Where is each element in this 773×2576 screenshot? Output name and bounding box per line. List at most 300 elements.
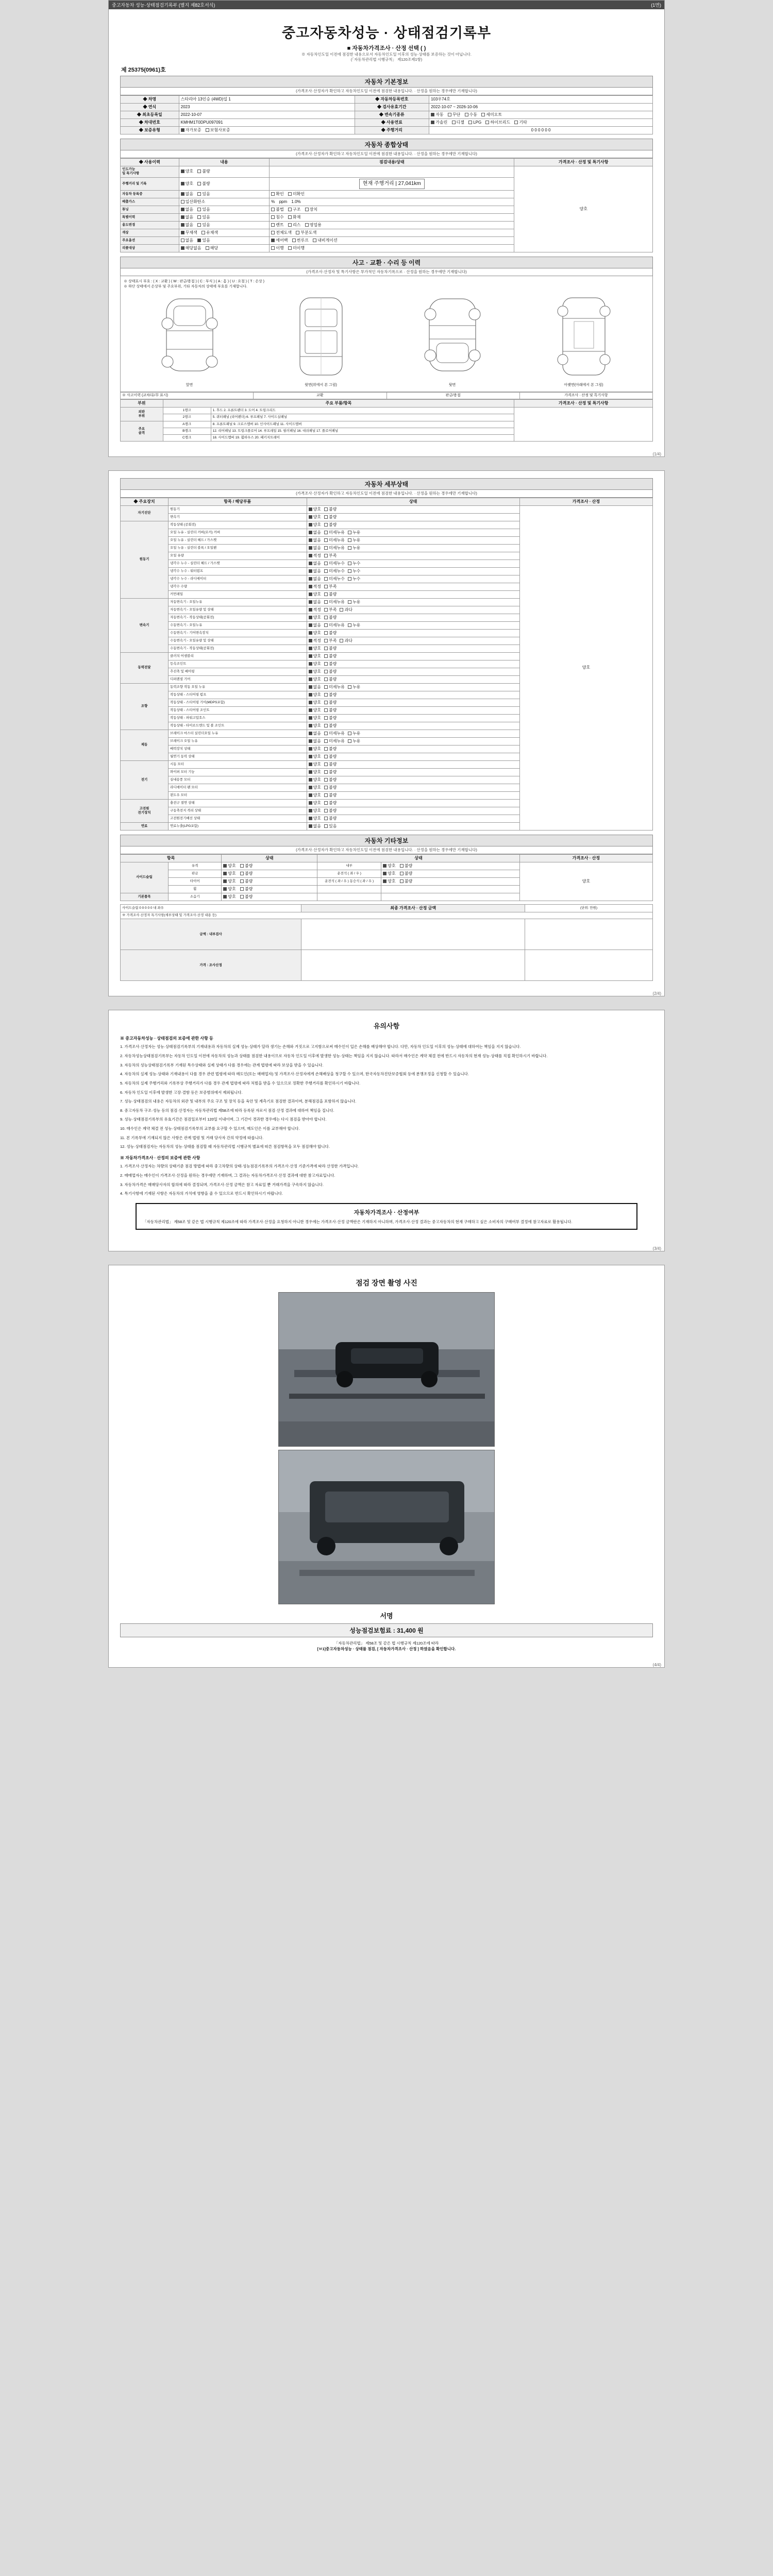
checkbox-first[interactable]: 없음 <box>309 561 321 566</box>
checkbox-first[interactable]: 양호 <box>309 801 321 806</box>
checkbox-sunroof[interactable]: 썬루프 <box>292 238 309 243</box>
row-options-usage-change[interactable] <box>179 222 270 229</box>
checkbox-opt2[interactable]: 누수 <box>348 577 360 582</box>
detail-item-options[interactable] <box>307 815 519 822</box>
checkbox-not-completed[interactable]: 미이행 <box>288 246 305 251</box>
checkbox-first[interactable]: 양호 <box>309 507 321 512</box>
detail-item-label: 와이퍼 모터 기능 <box>168 768 307 776</box>
detail-item-options[interactable] <box>307 730 519 737</box>
car-diagram-top[interactable] <box>282 294 360 387</box>
checkbox-commercial[interactable]: 영업용 <box>305 223 322 228</box>
detail-item-label: 냉각수 누수 - 실린더 헤드 / 가스켓 <box>168 560 307 567</box>
checkbox-first[interactable]: 없음 <box>309 577 321 582</box>
detail-item-label: 자동변속기 - 작동상태(공회전) <box>168 614 307 621</box>
detail-item-label: 원동기 <box>168 505 307 513</box>
detail-item-label: 시동 모터 <box>168 760 307 768</box>
checkbox-first[interactable]: 양호 <box>309 615 321 620</box>
detail-item-options[interactable] <box>307 768 519 776</box>
checkbox-first[interactable]: 적정 <box>309 553 321 558</box>
basic-info-table <box>120 95 653 134</box>
checkbox-sub-a[interactable]: 확인 <box>271 192 283 197</box>
row-options-color[interactable] <box>179 229 270 237</box>
checkbox-first[interactable]: 양호 <box>309 793 321 798</box>
checkbox-opt1[interactable]: 불량 <box>324 515 337 520</box>
checkbox-opt1[interactable]: 미세누유 <box>324 739 345 744</box>
detail-item-options[interactable] <box>307 614 519 621</box>
checkbox-good[interactable]: 양호 <box>383 879 395 884</box>
group-label-2: 원동기 <box>121 521 169 598</box>
notice-item: 9. 성능·상태점검기록부의 유효기간은 점검일로부터 120일 이내이며, 그 기간이 경과한 경우에는 다시 점검을 받아야 합니다. <box>120 1117 327 1122</box>
checkbox-transmission-manual[interactable]: 수동 <box>465 112 477 117</box>
checkbox-achromatic[interactable]: 무채색 <box>181 230 197 235</box>
checkbox-opt1[interactable]: 미세누유 <box>324 538 345 543</box>
detail-item-options[interactable] <box>307 637 519 645</box>
field-value-mileage-digits[interactable]: 0 0 0 0 0 0 <box>429 127 653 134</box>
checkbox-opt1[interactable]: 부족 <box>324 584 337 589</box>
checkbox-good[interactable]: 양호 <box>223 871 236 876</box>
row-options-recall[interactable] <box>179 245 270 252</box>
checkbox-first[interactable]: 양호 <box>309 692 321 698</box>
checkbox-bad[interactable]: 불량 <box>240 879 253 884</box>
row-detail-recall[interactable] <box>270 245 514 252</box>
checkbox-first[interactable]: 양호 <box>309 515 321 520</box>
checkbox-first[interactable]: 양호 <box>309 770 321 775</box>
field-value-first-reg[interactable]: 2022-10-07 <box>179 111 355 119</box>
checkbox-warranty-self[interactable]: 자가보증 <box>181 128 201 133</box>
section-title-others: 자동차 기타정보 <box>120 835 653 846</box>
detail-item-label: 변속기 <box>168 513 307 521</box>
detail-item-options[interactable] <box>307 575 519 583</box>
checkbox-transmission-cvt[interactable]: 무단 <box>448 112 460 117</box>
row-detail-special[interactable] <box>270 214 514 222</box>
checkbox-first[interactable]: 없음 <box>309 824 321 829</box>
checkbox-first[interactable]: 양호 <box>309 777 321 783</box>
checkbox-good[interactable]: 양호 <box>181 181 193 187</box>
inspection-photo-underbody[interactable] <box>278 1450 495 1604</box>
checkbox-not-applicable[interactable]: 해당없음 <box>181 246 201 251</box>
checkbox-opt2[interactable]: 누유 <box>348 623 360 628</box>
checkbox-first[interactable]: 양호 <box>309 708 321 713</box>
checkbox-opt1[interactable]: 불량 <box>324 716 337 721</box>
checkbox-opt2[interactable]: 과다 <box>340 638 352 643</box>
legend-weld[interactable]: 판금/용접 <box>386 392 519 399</box>
rank-items-2[interactable]: 5. 쿼터패널 (리어펜더) 6. 루프패널 7. 사이드실패널 <box>211 414 514 421</box>
checkbox-first[interactable]: 양호 <box>309 646 321 651</box>
checkbox-opt2[interactable]: 누유 <box>348 600 360 605</box>
checkbox-transmission-semiauto[interactable]: 세미오토 <box>481 112 502 117</box>
detail-item-options[interactable] <box>307 683 519 691</box>
checkbox-first[interactable]: 양호 <box>309 677 321 682</box>
item-state-sheetmetal[interactable] <box>222 870 317 877</box>
checkbox-flood[interactable]: 침수 <box>271 215 283 220</box>
checkbox-fuel-lpg[interactable]: LPG <box>468 120 481 125</box>
item-state-muffler[interactable] <box>222 893 317 901</box>
checkbox-none[interactable]: 없음 <box>181 238 193 243</box>
checkbox-opt1[interactable]: 불량 <box>324 747 337 752</box>
car-diagram-bottom[interactable] <box>545 294 623 387</box>
checkbox-none[interactable]: 없음 <box>181 223 193 228</box>
field-value-carname[interactable]: 스타리아 13인승 (4WD)일 1 <box>179 96 355 104</box>
checkbox-exists[interactable]: 있음 <box>197 192 210 197</box>
row-detail-tuning[interactable] <box>270 206 514 214</box>
checkbox-first[interactable]: 양호 <box>309 654 321 659</box>
checkbox-first[interactable]: 없음 <box>309 731 321 736</box>
item-state-tire[interactable] <box>222 877 317 885</box>
detail-item-options[interactable] <box>307 714 519 722</box>
checkbox-opt2[interactable]: 누유 <box>348 685 360 690</box>
detail-item-options[interactable] <box>307 645 519 652</box>
checkbox-good[interactable]: 양호 <box>383 863 395 869</box>
row-options-main-options[interactable] <box>179 237 270 245</box>
checkbox-opt2[interactable]: 누유 <box>348 731 360 736</box>
checkbox-full-repaint[interactable]: 전체도색 <box>271 230 292 235</box>
detail-item-label: 자동변속기 - 오일유량 및 상태 <box>168 606 307 614</box>
detail-item-options[interactable] <box>307 660 519 668</box>
detail-note-cell[interactable]: 양호 <box>519 505 652 830</box>
checkbox-opt1[interactable]: 미세누수 <box>324 561 345 566</box>
checkbox-device[interactable]: 장치 <box>305 207 317 212</box>
row-detail-main-options[interactable] <box>270 237 514 245</box>
detail-item-options[interactable] <box>307 513 519 521</box>
checkbox-opt1[interactable]: 불량 <box>324 785 337 790</box>
checkbox-first[interactable]: 적정 <box>309 607 321 613</box>
checkbox-bad[interactable]: 불량 <box>400 871 412 876</box>
checkbox-opt1[interactable]: 불량 <box>324 507 337 512</box>
detail-item-options[interactable] <box>307 583 519 590</box>
checkbox-opt1[interactable]: 미세누유 <box>324 623 345 628</box>
checkbox-exists[interactable]: 있음 <box>197 223 210 228</box>
mileage-value: 현재 주행거리 | 27,041km <box>359 179 425 190</box>
checkbox-opt1[interactable]: 미세누유 <box>324 546 345 551</box>
checkbox-first[interactable]: 양호 <box>309 747 321 752</box>
checkbox-opt1[interactable]: 미세누수 <box>324 577 345 582</box>
checkbox-rental[interactable]: 렌트 <box>271 223 283 228</box>
checkbox-warranty-insurer[interactable]: 보험사보증 <box>206 128 230 133</box>
checkbox-first[interactable]: 양호 <box>309 723 321 728</box>
field-value-fuel[interactable] <box>429 119 653 127</box>
checkbox-good[interactable]: 양호 <box>383 871 395 876</box>
detail-item-label: 작동상태 - 스티어링 조인트 <box>168 706 307 714</box>
car-diagram-front[interactable] <box>151 294 228 387</box>
topbar-right-text: (1면) <box>651 3 661 8</box>
checkbox-opt1[interactable]: 불량 <box>324 700 337 705</box>
detail-item-label: 배력장치 상태 <box>168 745 307 753</box>
price-input-2[interactable] <box>301 950 525 981</box>
checkbox-fuel-etc[interactable]: 기타 <box>514 120 527 125</box>
field-value-warranty[interactable] <box>179 127 355 134</box>
detail-item-options[interactable] <box>307 722 519 730</box>
detail-item-options[interactable] <box>307 552 519 560</box>
rank-items-a[interactable]: 8. 프론트패널 9. 크로스멤버 10. 인사이드패널 11. 사이드멤버 <box>211 421 514 428</box>
checkbox-first[interactable]: 없음 <box>309 623 321 628</box>
checkbox-opt2[interactable]: 누유 <box>348 546 360 551</box>
row-label-basic-items: 기본품목 <box>121 893 169 901</box>
detail-item-options[interactable] <box>307 629 519 637</box>
checkbox-none[interactable]: 없음 <box>181 215 193 220</box>
checkbox-opt1[interactable]: 불량 <box>324 662 337 667</box>
inspection-fee-bar: 성능점검보험료 : 31,400 원 <box>120 1623 653 1637</box>
checkbox-opt1[interactable]: 불량 <box>324 754 337 759</box>
checkbox-good[interactable]: 양호 <box>223 887 236 892</box>
checkbox-first[interactable]: 양호 <box>309 522 321 528</box>
checkbox-opt2[interactable]: 누유 <box>348 739 360 744</box>
row-options-tuning[interactable] <box>179 206 270 214</box>
checkbox-applicable[interactable]: 해당 <box>206 246 218 251</box>
checkbox-first[interactable]: 없음 <box>309 569 321 574</box>
checkbox-opt1[interactable]: 미세누수 <box>324 569 345 574</box>
detail-item-label: 구동축전지 격리 상태 <box>168 807 307 815</box>
parts-note-cell[interactable] <box>514 408 653 442</box>
checkbox-first[interactable]: 없음 <box>309 538 321 543</box>
price-unit: (단위: 만원) <box>525 904 653 912</box>
checkbox-first[interactable]: 양호 <box>309 716 321 721</box>
row-label-special-history: 특별이력 <box>121 214 179 222</box>
section-sub-others: (가격조사·산정자가 확인하고 자동차인도일 이전에 점검한 내용입니다. · 산정을 원하는 경우에만 기재합니다) <box>120 846 653 854</box>
item-state-play[interactable] <box>222 862 317 870</box>
rank-items-b[interactable]: 12. 리어패널 13. 트렁크플로어 14. 루프레일 15. 필러패널 16. 대쉬패널 17. 플로어패널 <box>211 428 514 434</box>
checkbox-chromatic[interactable]: 유채색 <box>201 230 218 235</box>
checkbox-opt1[interactable]: 있음 <box>324 824 337 829</box>
checkbox-first[interactable]: 양호 <box>309 631 321 636</box>
detail-item-options[interactable] <box>307 706 519 714</box>
detail-item-options[interactable] <box>307 521 519 529</box>
checkbox-first[interactable]: 양호 <box>309 669 321 674</box>
others-note-cell[interactable]: 양호 <box>519 862 652 901</box>
checkbox-first[interactable]: 양호 <box>309 816 321 821</box>
detail-item-label: 브레이크 오일 누유 <box>168 737 307 745</box>
checkbox-opt1[interactable]: 불량 <box>324 816 337 821</box>
detail-item-options[interactable] <box>307 560 519 567</box>
checkbox-fuel-gasoline[interactable]: 가솔린 <box>431 120 447 125</box>
checkbox-bad[interactable]: 불량 <box>240 871 253 876</box>
row-detail-usage-change[interactable] <box>270 222 514 229</box>
checkbox-lease[interactable]: 리스 <box>288 223 300 228</box>
checkbox-bad[interactable]: 불량 <box>197 169 210 174</box>
detail-item-options[interactable] <box>307 776 519 784</box>
checkbox-bad[interactable]: 불량 <box>240 887 253 892</box>
row-options-emission[interactable] <box>179 198 270 206</box>
detail-item-options[interactable] <box>307 505 519 513</box>
checkbox-opt1[interactable]: 불량 <box>324 669 337 674</box>
price-final-value[interactable] <box>525 950 653 981</box>
item-label-tire: 타이어 <box>168 877 221 885</box>
page-1 <box>108 0 665 457</box>
checkbox-bad[interactable]: 불량 <box>400 879 412 884</box>
checkbox-first[interactable]: 없음 <box>309 600 321 605</box>
checkbox-opt2[interactable]: 누수 <box>348 569 360 574</box>
detail-item-options[interactable] <box>307 621 519 629</box>
checkbox-opt1[interactable]: 불량 <box>324 654 337 659</box>
detail-item-options[interactable] <box>307 544 519 552</box>
detail-item-label: 동력조향 작동 오일 누유 <box>168 683 307 691</box>
field-value-platenumber[interactable]: 103우74호 <box>429 96 653 104</box>
detail-item-options[interactable] <box>307 699 519 706</box>
checkbox-first[interactable]: 양호 <box>309 762 321 767</box>
checkbox-none[interactable]: 없음 <box>181 207 193 212</box>
checkbox-navigation[interactable]: 내비게이션 <box>313 238 338 243</box>
detail-item-options[interactable] <box>307 529 519 536</box>
detail-item-options[interactable] <box>307 691 519 699</box>
checkbox-fuel-hybrid[interactable]: 하이브리드 <box>485 120 510 125</box>
checkbox-opt1[interactable]: 미세누유 <box>324 600 345 605</box>
checkbox-opt1[interactable]: 불량 <box>324 777 337 783</box>
checkbox-opt1[interactable]: 불량 <box>324 708 337 713</box>
checkbox-first[interactable]: 양호 <box>309 662 321 667</box>
detail-item-options[interactable] <box>307 760 519 768</box>
checkbox-opt2[interactable]: 누유 <box>348 530 360 535</box>
detail-item-options[interactable] <box>307 590 519 598</box>
detail-item-label: 윈도우 모터 <box>168 791 307 799</box>
checkbox-illegal[interactable]: 불법 <box>271 207 283 212</box>
detail-item-options[interactable] <box>307 567 519 575</box>
checkbox-opt1[interactable]: 불량 <box>324 615 337 620</box>
col-header-part: 부위 <box>121 400 163 408</box>
detail-item-options[interactable] <box>307 807 519 815</box>
detail-item-options[interactable] <box>307 598 519 606</box>
checkbox-opt1[interactable]: 미세누유 <box>324 530 345 535</box>
detail-item-options[interactable] <box>307 784 519 791</box>
checkbox-exists[interactable]: 있음 <box>197 207 210 212</box>
checkbox-opt1[interactable]: 불량 <box>324 692 337 698</box>
checkbox-structure[interactable]: 구조 <box>288 207 300 212</box>
checkbox-sub-b[interactable]: 미확인 <box>288 192 305 197</box>
checkbox-first[interactable]: 없음 <box>309 546 321 551</box>
subtitle-note-2: (「자동차관리법 시행규칙」 제120조제1항) <box>350 57 423 62</box>
item-state-wheel[interactable] <box>222 885 317 893</box>
checkbox-exists[interactable]: 있음 <box>197 215 210 220</box>
row-detail-color[interactable] <box>270 229 514 237</box>
checkbox-opt1[interactable]: 부족 <box>324 638 337 643</box>
checkbox-bad[interactable]: 불량 <box>240 863 253 869</box>
checkbox-first[interactable]: 없음 <box>309 530 321 535</box>
item-state-driver-side[interactable] <box>381 870 520 877</box>
detail-item-options[interactable] <box>307 753 519 760</box>
field-value-inspection-period[interactable]: 2022-10-07 ~ 2026-10-06 <box>429 104 653 111</box>
checkbox-opt1[interactable]: 불량 <box>324 770 337 775</box>
rank-items-1[interactable]: 1. 후드 2. 프론트펜더 3. 도어 4. 트렁크리드 <box>211 408 514 414</box>
checkbox-good[interactable]: 양호 <box>223 863 236 869</box>
rank-label-2: 2랭크 <box>163 414 211 421</box>
legend-accident-history[interactable]: ※ 사고이력 (교차/유/무 표시) <box>121 392 254 399</box>
checkbox-first[interactable]: 양호 <box>309 754 321 759</box>
checkbox-bad[interactable]: 불량 <box>240 894 253 900</box>
detail-item-options[interactable] <box>307 675 519 683</box>
checkbox-opt1[interactable]: 부족 <box>324 553 337 558</box>
detail-item-options[interactable] <box>307 668 519 675</box>
checkbox-partial-repaint[interactable]: 부분도색 <box>296 230 316 235</box>
detail-item-label: 냉각수 누수 - 라디에이터 <box>168 575 307 583</box>
checkbox-opt1[interactable]: 불량 <box>324 762 337 767</box>
item-label-play: 유격 <box>168 862 221 870</box>
notice-list-price <box>120 1163 653 1197</box>
legend-exchange[interactable]: 교환 <box>254 392 386 399</box>
row-options-deliverable[interactable] <box>179 166 270 177</box>
checkbox-opt2[interactable]: 누수 <box>348 561 360 566</box>
price-header: 최종 가격조사 · 산정 금액 <box>301 904 525 912</box>
checkbox-opt1[interactable]: 불량 <box>324 631 337 636</box>
checkbox-bad[interactable]: 불량 <box>400 863 412 869</box>
row-options-mileage[interactable] <box>179 177 270 191</box>
checkbox-opt1[interactable]: 불량 <box>324 723 337 728</box>
checkbox-first[interactable]: 적정 <box>309 638 321 643</box>
checkbox-opt1[interactable]: 불량 <box>324 677 337 682</box>
checkbox-airbag[interactable]: 에어백 <box>271 238 288 243</box>
rank-items-c[interactable]: 18. 사이드멤버 19. 휠하우스 20. 패키지트레이 <box>211 434 514 441</box>
item-state-inner[interactable] <box>381 862 520 870</box>
field-label-warranty: ◆ 보증유형 <box>121 127 179 134</box>
field-value-transmission[interactable] <box>429 111 653 119</box>
price-input-1[interactable] <box>301 919 525 950</box>
detail-item-label: 고전원전기배선 상태 <box>168 815 307 822</box>
detail-item-options[interactable] <box>307 536 519 544</box>
checkbox-bad[interactable]: 불량 <box>197 181 210 187</box>
checkbox-completed[interactable]: 이행 <box>271 246 283 251</box>
checkbox-opt2[interactable]: 과다 <box>340 607 352 613</box>
group-label-1: 자기진단 <box>121 505 169 521</box>
checkbox-opt1[interactable]: 불량 <box>324 522 337 528</box>
row-options-registration[interactable] <box>179 191 270 198</box>
section-title-basic: 자동차 기본정보 <box>120 76 653 88</box>
document-title: 중고자동차성능 · 상태점검기록부 <box>281 25 492 41</box>
detail-item-options[interactable] <box>307 791 519 799</box>
checkbox-exists[interactable]: 있음 <box>197 238 210 243</box>
checkbox-opt1[interactable]: 불량 <box>324 801 337 806</box>
detail-item-options[interactable] <box>307 652 519 660</box>
detail-item-options[interactable] <box>307 822 519 830</box>
detail-item-options[interactable] <box>307 606 519 614</box>
checkbox-opt1[interactable]: 불량 <box>324 592 337 597</box>
checkbox-first[interactable]: 없음 <box>309 685 321 690</box>
item-label-driver-side: 운전석 ( 좌 / 우 ) <box>317 870 381 877</box>
checkbox-first[interactable]: 양호 <box>309 700 321 705</box>
checkbox-first[interactable]: 없음 <box>309 739 321 744</box>
checkbox-transmission-auto[interactable]: 자동 <box>431 112 443 117</box>
row-options-special[interactable] <box>179 214 270 222</box>
warning-body: 「자동차관리법」 제58조 및 같은 법 시행규칙 제120조에 따라 가격조사·산정을 요청하지 아니한 경우에는 가격조사·산정 금액란은 기재하지 아니하며, 가격조사·산정 결과는 중고자동차의 현재 구매하고 싶은 소비자의 구매여부 결정에 참고자료로 활용됩니다. <box>143 1219 573 1224</box>
checkbox-good[interactable]: 양호 <box>223 879 236 884</box>
checkbox-opt1[interactable]: 미세누유 <box>324 685 345 690</box>
notice-title: 유의사항 <box>373 1022 400 1030</box>
item-state-both-sides[interactable] <box>381 877 520 885</box>
inspection-photo-front[interactable] <box>278 1292 495 1447</box>
detail-item-options[interactable] <box>307 799 519 807</box>
checkbox-opt2[interactable]: 누유 <box>348 538 360 543</box>
checkbox-first[interactable]: 양호 <box>309 592 321 597</box>
checkbox-fuel-diesel[interactable]: 디젤 <box>452 120 464 125</box>
overall-note-cell[interactable]: 양호 <box>514 166 653 252</box>
detail-item-options[interactable] <box>307 745 519 753</box>
checkbox-first[interactable]: 양호 <box>309 808 321 814</box>
checkbox-opt1[interactable]: 불량 <box>324 808 337 814</box>
checkbox-first[interactable]: 적정 <box>309 584 321 589</box>
checkbox-opt1[interactable]: 미세누유 <box>324 731 345 736</box>
detail-item-options[interactable] <box>307 737 519 745</box>
checkbox-opt1[interactable]: 불량 <box>324 646 337 651</box>
checkbox-good[interactable]: 양호 <box>181 169 193 174</box>
checkbox-fire[interactable]: 화재 <box>288 215 300 220</box>
checkbox-good[interactable]: 양호 <box>223 894 236 900</box>
col-header-item: 항목 / 해당부품 <box>168 498 307 505</box>
checkbox-opt1[interactable]: 불량 <box>324 793 337 798</box>
car-diagram-rear[interactable] <box>414 294 491 387</box>
checkbox-none[interactable]: 없음 <box>181 192 193 197</box>
checkbox-first[interactable]: 양호 <box>309 785 321 790</box>
price-base-value[interactable] <box>525 919 653 950</box>
checkbox-opt1[interactable]: 부족 <box>324 607 337 613</box>
field-value-vin[interactable]: KMHM1T0DPU097091 <box>179 119 355 127</box>
checkbox-co[interactable]: 일산화탄소 <box>181 199 206 205</box>
field-value-year[interactable]: 2023 <box>179 104 355 111</box>
